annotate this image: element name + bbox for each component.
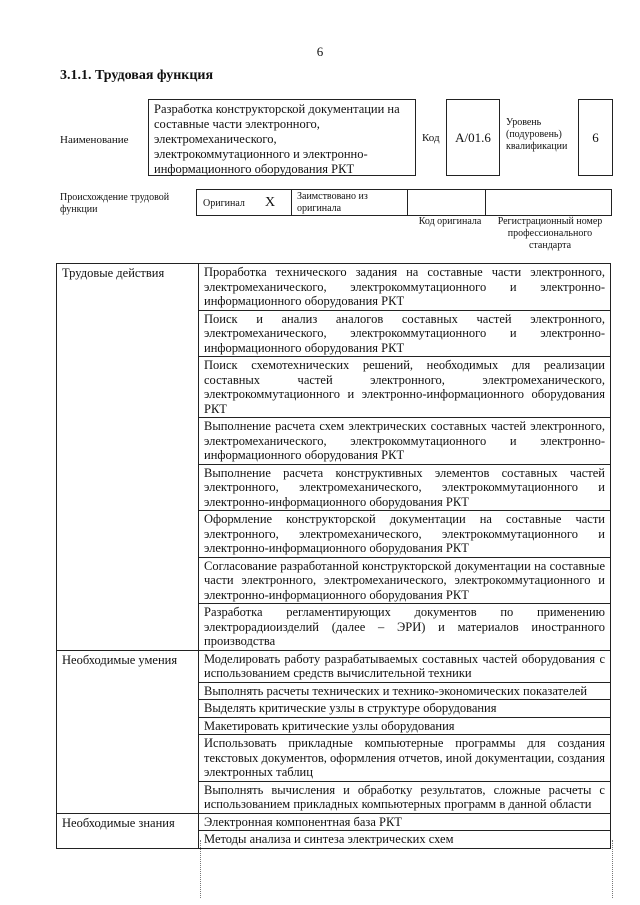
item-cell: Выполнение расчета конструктивных элементов составных частей электронного, электромеханического, электрокоммутационного и электронно-информационного оборудования РКТ — [199, 464, 611, 511]
level-value: 6 — [578, 99, 613, 176]
original-label: Оригинал — [203, 198, 245, 209]
name-value: Разработка конструкторской документации на составные части электронного, электромеханического, электрокоммутационного и электронно-информационного оборудования РКТ — [148, 99, 416, 176]
item-cell: Согласование разработанной конструкторской документации на составные части электронного, электромеханического, электрокоммутационного и электронно-информационного оборудования РКТ — [199, 557, 611, 604]
work-function-table — [56, 263, 611, 849]
item-cell: Проработка технического задания на составные части электронного, электромеханического, электрокоммутационного и электронно-информационного оборудования РКТ — [199, 264, 611, 311]
origin-label: Происхождение трудовой функции — [60, 192, 170, 215]
code-value: A/01.6 — [446, 99, 500, 176]
item-cell: Выполнение расчета схем электрических составных частей электронного, электромеханического, электрокоммутационного и электронно-информационного оборудования РКТ — [199, 418, 611, 465]
item-cell: Выполнять вычисления и обработку результатов, сложные расчеты с использованием прикладных компьютерных программ в данной области — [199, 781, 611, 813]
item-cell: Поиск и анализ аналогов составных частей электронного, электромеханического, электрокоммутационного и электронно-информационного оборудования РКТ — [199, 310, 611, 357]
item-cell: Методы анализа и синтеза электрических схем — [199, 831, 611, 849]
borrowed-label: Заимствовано из оригинала — [297, 191, 368, 214]
level-label: Уровень (подуровень) квалификации — [506, 117, 568, 152]
item-cell: Поиск схемотехнических решений, необходимых для реализации составных частей электронного, электромеханического, электрокоммутационного и электронно-информационного оборудования РКТ — [199, 357, 611, 418]
code-caption: Код оригинала — [418, 216, 482, 227]
category-cell: Необходимые знания — [57, 813, 199, 848]
item-cell: Моделировать работу разрабатываемых составных частей оборудования с использованием средств вычислительной техники — [199, 650, 611, 682]
item-cell: Электронная компонентная база РКТ — [199, 813, 611, 831]
item-cell: Разработка регламентирующих документов по применению электрорадиоизделий (далее – ЭРИ) и материалов иностранного производства — [199, 604, 611, 651]
table-row — [57, 813, 611, 831]
section-title: 3.1.1. Трудовая функция — [60, 68, 214, 83]
code-label: Код — [422, 132, 440, 144]
reg-caption: Регистрационный номер профессионального стандарта — [497, 216, 603, 251]
item-cell: Выделять критические узлы в структуре оборудования — [199, 700, 611, 718]
table-row — [57, 264, 611, 311]
page-number: 6 — [316, 44, 324, 59]
origin-table — [196, 189, 612, 216]
category-cell: Трудовые действия — [57, 264, 199, 651]
table-row — [57, 650, 611, 682]
item-cell: Макетировать критические узлы оборудования — [199, 717, 611, 735]
item-cell: Использовать прикладные компьютерные программы для создания текстовых документов, оформления отчетов, иной документации, создания электронных таблиц — [199, 735, 611, 782]
item-cell: Оформление конструкторской документации на составные части электронного, электромеханического, электрокоммутационного и электронно-информационного оборудования РКТ — [199, 511, 611, 558]
original-mark: X — [265, 195, 276, 210]
name-label: Наименование — [60, 134, 129, 146]
category-cell: Необходимые умения — [57, 650, 199, 813]
item-cell: Выполнять расчеты технических и технико-экономических показателей — [199, 682, 611, 700]
